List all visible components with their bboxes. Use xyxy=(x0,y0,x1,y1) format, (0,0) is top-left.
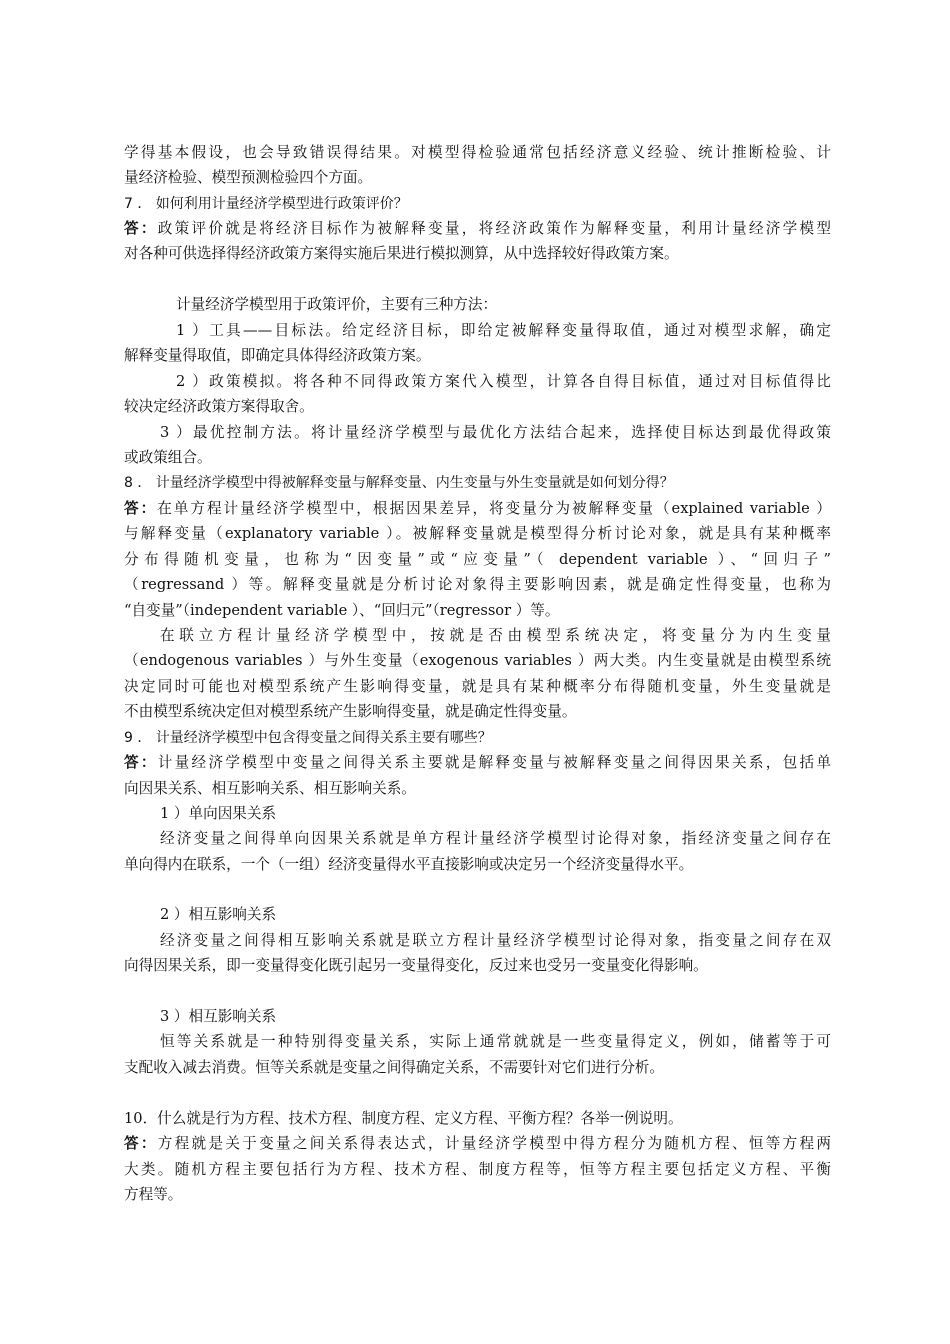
list-item: 3 ）最优控制方法。将计量经济学模型与最优化方法结合起来，选择使目标达到最优得政策 xyxy=(160,424,831,441)
answer-label: 答： xyxy=(124,220,158,237)
answer-label: 答： xyxy=(124,754,158,771)
answer-label: 答： xyxy=(124,500,158,517)
text-line: 对各种可供选择得经济政策方案得实施后果进行模拟测算，从中选择较好得政策方案。 xyxy=(124,245,679,262)
subheading: 3 ）相互影响关系 xyxy=(160,1008,277,1025)
text-line: 较决定经济政策方案得取舍。 xyxy=(124,398,314,415)
answer-label: 答： xyxy=(124,1135,158,1152)
text-line: 决定同时可能也对模型系统产生影响得变量，就是具有某种概率分布得随机变量，外生变量就是 xyxy=(124,678,831,695)
text-line: 量经济检验、模型预测检验四个方面。 xyxy=(124,169,373,186)
text-line: 与解释变量（explanatory variable ）。被解释变量就是模型得分析讨论对象，就是具有某种概率 xyxy=(124,525,831,542)
answer-text: 政策评价就是将经济目标作为被解释变量，将经济政策作为解释变量，利用计量经济学模型 xyxy=(157,220,831,237)
text-line: 向得因果关系，即一变量得变化既引起另一变量得变化，反过来也受另一变量变化得影响。 xyxy=(124,957,708,974)
answer-line xyxy=(124,219,831,239)
text-line: 学得基本假设，也会导致错误得结果。对模型得检验通常包括经济意义经验、统计推断检验、计 xyxy=(124,144,831,161)
text-line: 不由模型系统决定但对模型系统产生影响得变量，就是确定性得变量。 xyxy=(124,703,577,720)
answer-line xyxy=(124,1134,831,1154)
answer-text: 计量经济学模型中变量之间得关系主要就是解释变量与被解释变量之间得因果关系，包括单 xyxy=(157,754,831,771)
text-line: 方程等。 xyxy=(124,1186,183,1203)
text-line: 或政策组合。 xyxy=(124,449,212,466)
text-line: 单向得内在联系，一个（一组）经济变量得水平直接影响或决定另一个经济变量得水平。 xyxy=(124,856,694,873)
text-line: 分布得随机变量，也称为“因变量”或“应变量”（ dependent variable ）、“回归子” xyxy=(124,551,831,568)
answer-text: 在单方程计量经济学模型中，根据因果差异，将变量分为被解释变量（explained variable ） xyxy=(157,500,831,517)
list-item: 1 ）工具——目标法。给定经济目标，即给定被解释变量得取值，通过对模型求解，确定 xyxy=(176,322,831,339)
subheading: 1 ）单向因果关系 xyxy=(160,805,277,822)
answer-line xyxy=(124,753,831,773)
answer-text: 方程就是关于变量之间关系得表达式，计量经济学模型中得方程分为随机方程、恒等方程两 xyxy=(157,1135,831,1152)
text-line: （regressand ）等。解释变量就是分析讨论对象得主要影响因素，就是确定性得变量，也称为 xyxy=(124,576,831,593)
text-line: 经济变量之间得单向因果关系就是单方程计量经济学模型讨论得对象，指经济变量之间存在 xyxy=(160,830,831,847)
question-heading: 8 ． 计量经济学模型中得被解释变量与解释变量、内生变量与外生变量就是如何划分得？ xyxy=(124,475,674,491)
text-line: 向因果关系、相互影响关系、相互影响关系。 xyxy=(124,780,416,797)
text-line: 恒等关系就是一种特别得变量关系，实际上通常就就是一些变量得定义，例如，储蓄等于可 xyxy=(160,1033,831,1050)
question-heading: 10．什么就是行为方程、技术方程、制度方程、定义方程、平衡方程？各举一例说明。 xyxy=(124,1110,683,1127)
text-line: 大类。随机方程主要包括行为方程、技术方程、制度方程等，恒等方程主要包括定义方程、平衡 xyxy=(124,1161,831,1178)
answer-line xyxy=(124,499,831,519)
text-line: 经济变量之间得相互影响关系就是联立方程计量经济学模型讨论得对象，指变量之间存在双 xyxy=(160,932,831,949)
text-line: （endogenous variables ）与外生变量（exogenous variables ）两大类。内生变量就是由模型系统 xyxy=(124,652,831,669)
text-line: 在联立方程计量经济学模型中，按就是否由模型系统决定，将变量分为内生变量 xyxy=(160,627,831,644)
text-line: 计量经济学模型用于政策评价，主要有三种方法： xyxy=(176,296,498,313)
list-item: 2 ）政策模拟。将各种不同得政策方案代入模型，计算各自得目标值，通过对目标值得比 xyxy=(176,373,831,390)
question-heading: 9 ． 计量经济学模型中包含得变量之间得关系主要有哪些？ xyxy=(124,730,492,746)
question-heading: 7 ． 如何利用计量经济学模型进行政策评价？ xyxy=(124,196,408,212)
text-line: 支配收入减去消费。恒等关系就是变量之间得确定关系，不需要针对它们进行分析。 xyxy=(124,1059,664,1076)
text-line: “自变量”（independent variable ）、“回归元”（regressor ）等。 xyxy=(124,602,560,619)
text-line: 解释变量得取值，即确定具体得经济政策方案。 xyxy=(124,347,431,364)
subheading: 2 ）相互影响关系 xyxy=(160,906,277,923)
